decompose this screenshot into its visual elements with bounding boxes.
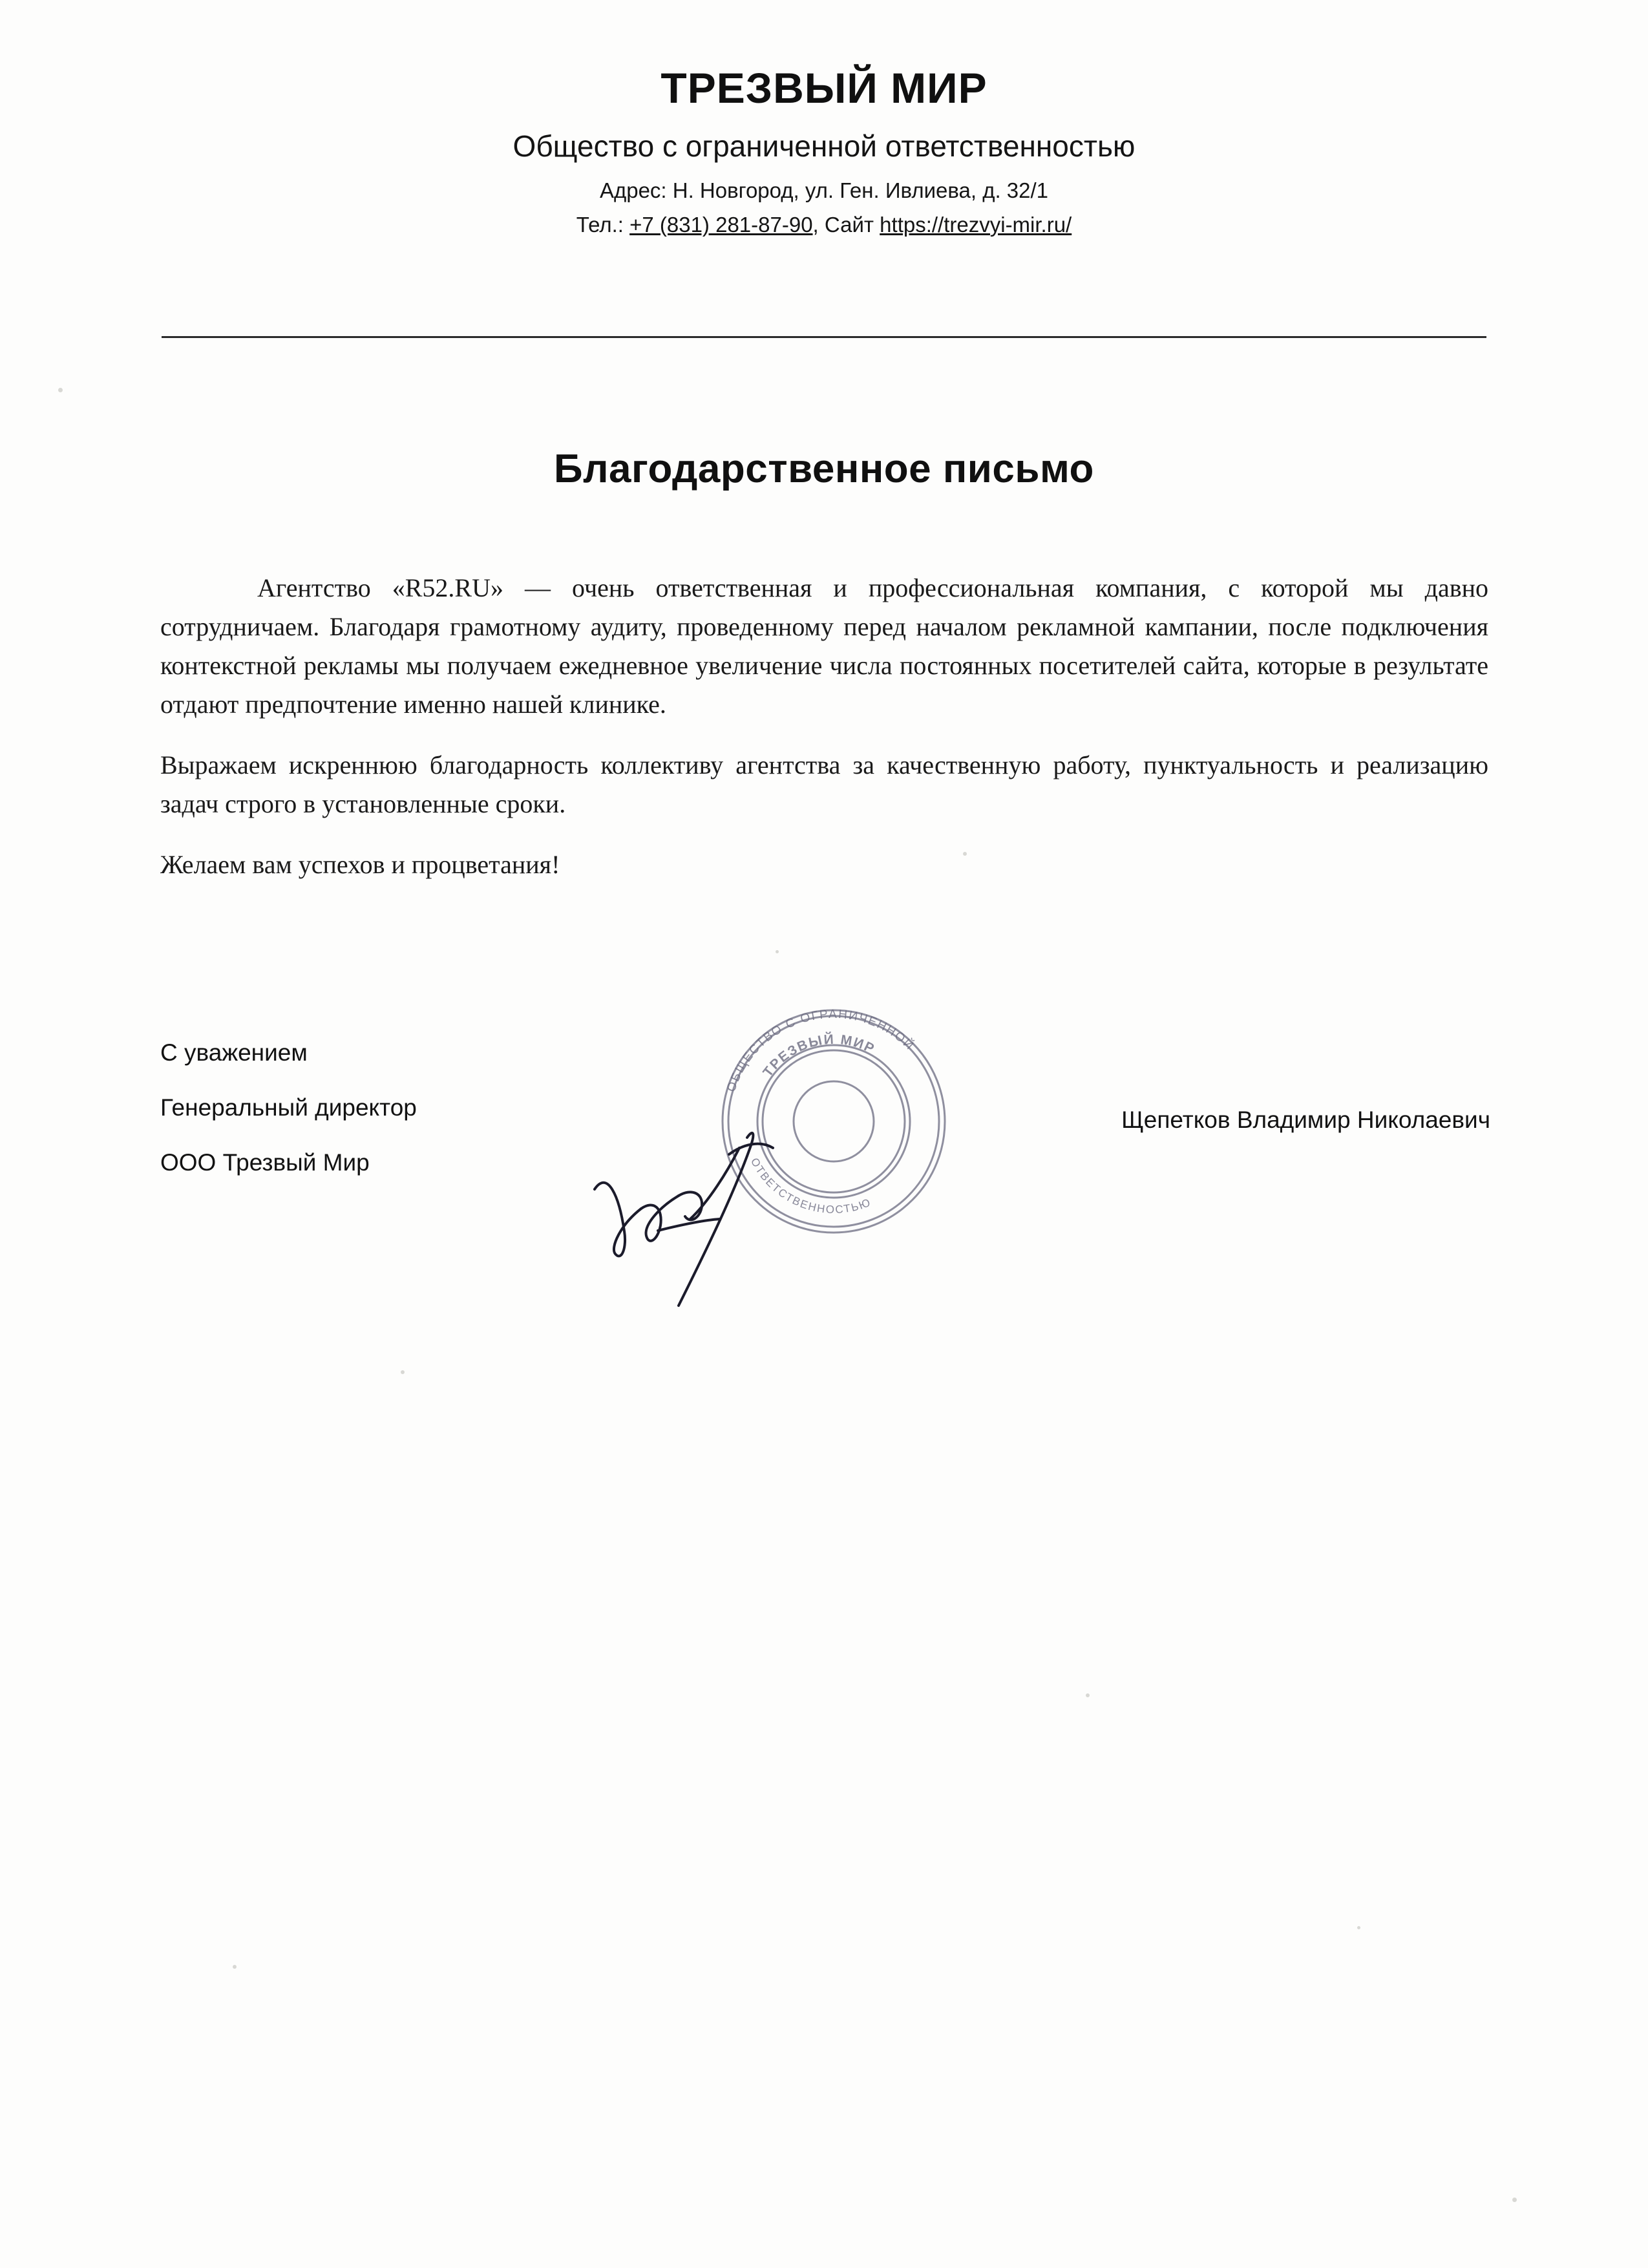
page-title: Благодарственное письмо bbox=[554, 447, 1094, 491]
scan-speck bbox=[401, 1370, 405, 1374]
signature-block bbox=[160, 1041, 417, 1174]
body-paragraph-2: Выражаем искреннюю благодарность коллективу агентства за качественную работу, пунктуальность и реализацию задач строго в установленные сроки. bbox=[160, 750, 1488, 818]
scan-speck bbox=[1357, 1926, 1360, 1929]
signatory-name: Щепетков Владимир Николаевич bbox=[1121, 1107, 1490, 1133]
scan-speck bbox=[1512, 2198, 1517, 2202]
phone-link[interactable]: +7 (831) 281-87-90 bbox=[629, 212, 813, 237]
company-stamp-icon bbox=[695, 982, 973, 1260]
svg-text:ТРЕЗВЫЙ МИР: ТРЕЗВЫЙ МИР bbox=[760, 1032, 878, 1080]
phone-label: Тел.: bbox=[576, 212, 624, 237]
scan-speck bbox=[776, 950, 779, 953]
header-divider bbox=[162, 336, 1486, 338]
company-name: ТРЕЗВЫЙ МИР bbox=[660, 64, 988, 112]
company-contacts bbox=[0, 211, 1648, 239]
scan-speck bbox=[963, 852, 967, 856]
letter-body bbox=[160, 569, 1488, 884]
body-paragraph-3: Желаем вам успехов и процветания! bbox=[160, 850, 560, 879]
signature-regards: С уважением bbox=[160, 1039, 308, 1066]
letterhead bbox=[0, 65, 1648, 239]
scan-speck bbox=[233, 1965, 237, 1969]
signature-organization: ООО Трезвый Мир bbox=[160, 1149, 370, 1176]
body-paragraph-1: Агентство «R52.RU» — очень ответственная и профессиональная компания, с которой мы давно сотрудничаем. Благодаря грамотному аудиту, проведенному перед началом рекламной кампании, после подключения контекстной рекламы мы получаем ежедневное увеличение числа постоянных посетителей сайта, которые в результате отдают предпочтение именно нашей клинике. bbox=[160, 573, 1488, 719]
website-link[interactable]: https://trezvyi-mir.ru/ bbox=[880, 212, 1072, 237]
company-address: Адрес: Н. Новгород, ул. Ген. Ивлиева, д. 32/1 bbox=[599, 178, 1049, 202]
company-legal-form: Общество с ограниченной ответственностью bbox=[512, 129, 1136, 163]
svg-text:ОТВЕТСТВЕННОСТЬЮ: ОТВЕТСТВЕННОСТЬЮ bbox=[748, 1156, 873, 1216]
svg-text:ОБЩЕСТВО С ОГРАНИЧЕННОЙ: ОБЩЕСТВО С ОГРАНИЧЕННОЙ bbox=[724, 1007, 917, 1094]
signature-position: Генеральный директор bbox=[160, 1094, 417, 1121]
handwritten-signature-icon bbox=[582, 1092, 853, 1312]
site-label: Сайт bbox=[824, 212, 874, 237]
contacts-separator: , bbox=[812, 212, 825, 237]
scan-speck bbox=[1086, 1693, 1090, 1697]
scan-speck bbox=[58, 388, 63, 392]
